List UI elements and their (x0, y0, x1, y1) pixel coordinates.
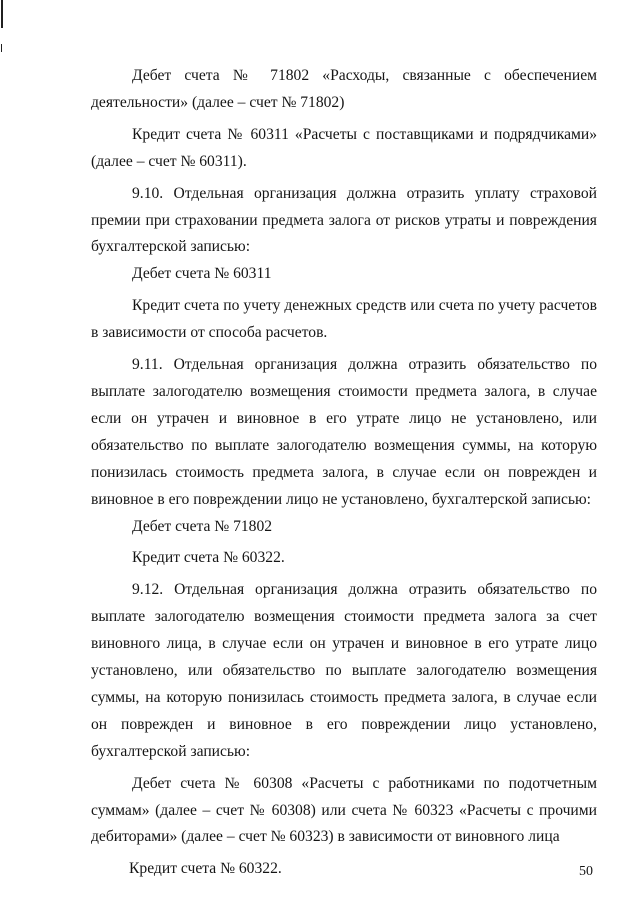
scan-edge-mark (1, 0, 3, 28)
paragraph-credit-60322-second: Кредит счета № 60322. (129, 860, 282, 878)
page-number: 50 (579, 864, 593, 879)
document-body (91, 63, 597, 883)
paragraph-9-11: 9.11. Отдельная организация должна отразить обязательство по выплате залогодателю возмещения стоимости предмета залога, в случае если он утрачен и виновное в его утрате лицо не установлено, или обязательство по выплате залогодателю возмещения суммы, на которую понизилась стоимость предмета залога, в случае если он поврежден и виновное в его повреждении лицо не установлено, бухгалтерской записью: (91, 356, 597, 508)
paragraph-credit-60322: Кредит счета № 60322. (132, 549, 285, 567)
paragraph-9-10: 9.10. Отдельная организация должна отразить уплату страховой премии при страховании предмета залога от рисков утраты и повреждения бухгалтерской записью: (91, 184, 597, 256)
paragraph-9-12: 9.12. Отдельная организация должна отразить обязательство по выплате залогодателю возмещения стоимости предмета залога за счет виновного лица, в случае если он утрачен и виновное в его утрате лицо установлено, или обязательство по выплате залогодателю возмещения суммы, на которую понизилась стоимость предмета залога, в случае если он поврежден и виновное в его повреждении лицо установлено, бухгалтерской записью: (91, 581, 597, 760)
paragraph-credit-60311: Кредит счета № 60311 «Расчеты с поставщиками и подрядчиками» (далее – счет № 60311). (91, 125, 597, 170)
paragraph-debit-60311: Дебет счета № 60311 (132, 265, 272, 283)
paragraph-debit-71802-second: Дебет счета № 71802 (132, 517, 273, 535)
paragraph-credit-cash: Кредит счета по учету денежных средств или счета по учету расчетов в зависимости от способа расчетов. (91, 297, 597, 342)
scan-edge-mark-small (1, 44, 2, 52)
paragraph-debit-60308-60323: Дебет счета № 60308 «Расчеты с работниками по подотчетным суммам» (далее – счет № 60308) или счета № 60323 «Расчеты с прочими дебиторами» (далее – счет № 60323) в зависимости от виновного лица (91, 774, 597, 846)
paragraph-debit-71802: Дебет счета № 71802 «Расходы, связанные с обеспечением деятельности» (далее – счет № 71802) (91, 67, 597, 111)
